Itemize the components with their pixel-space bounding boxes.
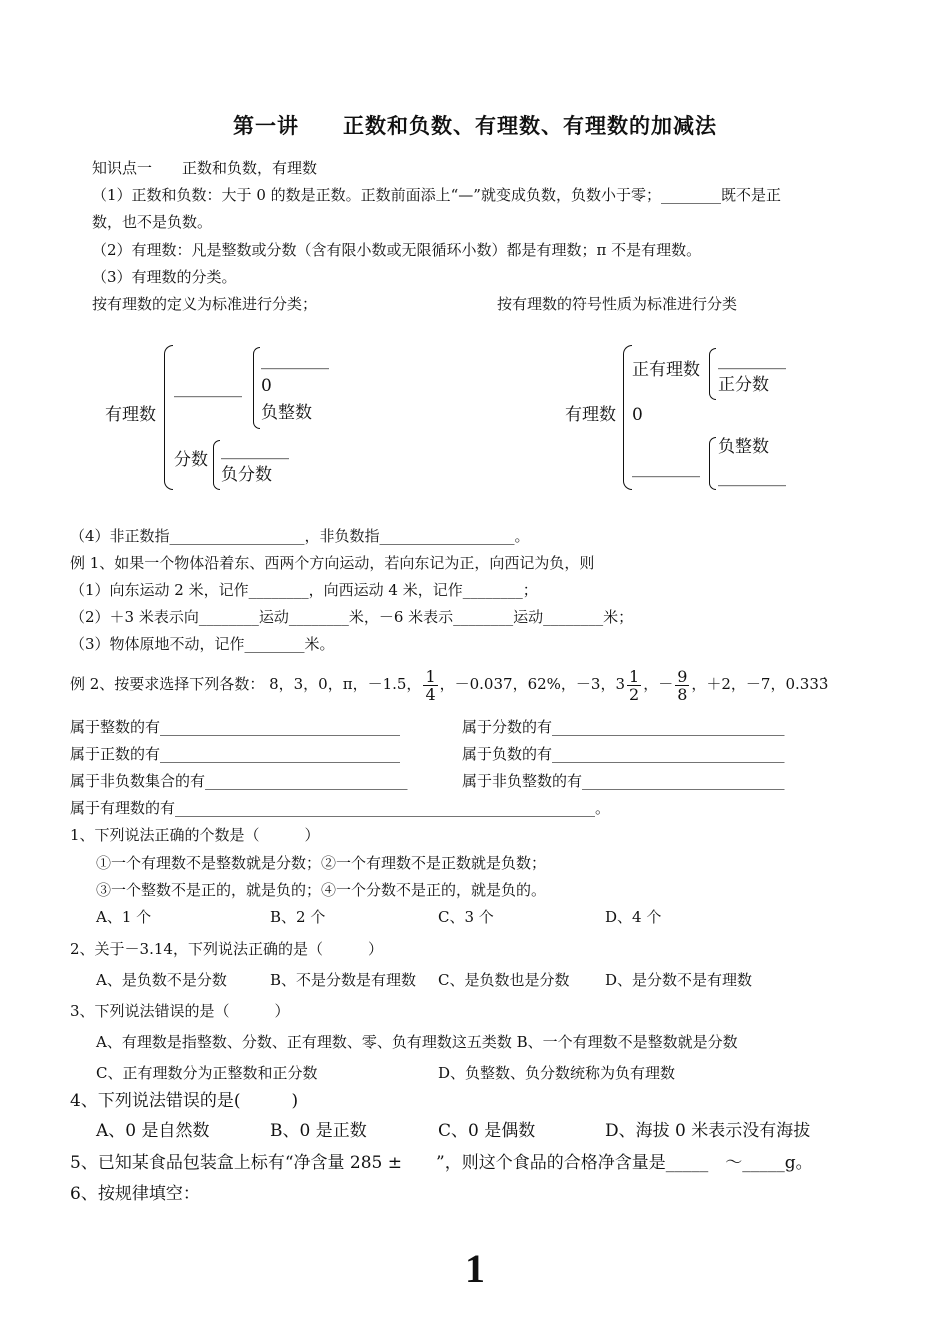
tree2-zero: 0 xyxy=(632,405,643,425)
tree1-integer-brace xyxy=(253,347,260,429)
question-4-option-b: B、0 是正数 xyxy=(270,1121,367,1141)
set-non-negative-integers: 属于非负整数的有___________________________ xyxy=(462,772,785,790)
tree2-negative-a: 负整数 xyxy=(718,437,769,457)
question-6: 6、按规律填空： xyxy=(70,1184,200,1204)
classification-right-caption: 按有理数的符号性质为标准进行分类 xyxy=(497,295,738,313)
question-2-option-c: C、是负数也是分数 xyxy=(438,971,570,989)
fraction-numerator: 1 xyxy=(425,666,436,686)
question-1-option-b: B、2 个 xyxy=(270,908,326,926)
set-non-negatives: 属于非负数集合的有___________________________ xyxy=(70,772,408,790)
fraction-nine-eighths xyxy=(675,668,689,703)
tree2-positive-root: 正有理数 xyxy=(632,360,700,380)
question-2-option-a: A、是负数不是分数 xyxy=(96,971,227,989)
set-negatives: 属于负数的有_______________________________ xyxy=(462,745,785,763)
tree2-positive-b: 正分数 xyxy=(718,375,769,395)
paragraph-4: （4）非正数指__________________，非负数指__________________。 xyxy=(70,527,530,545)
knowledge-point-heading: 知识点一 正数和负数，有理数 xyxy=(92,159,318,177)
example-2-stem xyxy=(70,664,828,704)
example-1-part-2: （2）＋3 米表示向________运动________米，－6 米表示________运动________米； xyxy=(70,608,634,626)
tree1-root: 有理数 xyxy=(105,405,156,425)
tree1-fraction-b: 负分数 xyxy=(221,465,272,485)
tree2-positive-a: ________ xyxy=(718,350,786,370)
example-1-stem: 例 1、如果一个物体沿着东、西两个方向运动，若向东记为正，向西记为负，则 xyxy=(70,554,595,572)
page-number: 1 xyxy=(465,1246,485,1291)
tree1-blank-integer: ________ xyxy=(174,378,242,398)
tree2-negative-b: ________ xyxy=(718,467,786,487)
question-1-option-c: C、3 个 xyxy=(438,908,494,926)
example-1-part-3: （3）物体原地不动，记作________米。 xyxy=(70,635,335,653)
question-4-option-c: C、0 是偶数 xyxy=(438,1121,536,1141)
fraction-denominator: 4 xyxy=(425,684,436,704)
tree1-integer-a: ________ xyxy=(261,350,329,370)
question-4: 4、下列说法错误的是( ) xyxy=(70,1091,299,1111)
set-rationals: 属于有理数的有________________________________________________________。 xyxy=(70,799,611,817)
set-fractions: 属于分数的有_______________________________ xyxy=(462,718,785,736)
question-2-option-d: D、是分数不是有理数 xyxy=(605,971,753,989)
fraction-one-quarter xyxy=(423,668,437,703)
fraction-denominator: 8 xyxy=(677,684,688,704)
paragraph-1b: 数，也不是负数。 xyxy=(92,213,213,231)
set-integers: 属于整数的有________________________________ xyxy=(70,718,401,736)
question-1-option-a: A、1 个 xyxy=(96,908,152,926)
example-2-mid-2: ，－ xyxy=(643,675,674,693)
question-3-option-d: D、负整数、负分数统称为负有理数 xyxy=(438,1064,676,1082)
classification-left-caption: 按有理数的定义为标准进行分类； xyxy=(92,295,318,313)
paragraph-3: （3）有理数的分类。 xyxy=(92,268,237,286)
tree2-outer-brace xyxy=(623,345,632,490)
question-2: 2、关于－3.14，下列说法正确的是（ ） xyxy=(70,940,383,958)
paragraph-2: （2）有理数：凡是整数或分数（含有限小数或无限循环小数）都是有理数；π 不是有理数。 xyxy=(92,241,702,259)
example-2-mid-1: ，－0.037，62%，－3，3 xyxy=(439,675,625,693)
question-1-statements-a: ①一个有理数不是整数就是分数；②一个有理数不是正数就是负数； xyxy=(96,854,547,872)
question-1: 1、下列说法正确的个数是（ ） xyxy=(70,826,320,844)
question-3-option-c: C、正有理数分为正整数和正分数 xyxy=(96,1064,318,1082)
question-1-statements-b: ③一个整数不是正的，就是负的；④一个分数不是正的，就是负的。 xyxy=(96,881,547,899)
example-2-tail: ，＋2，－7，0.333̇ xyxy=(691,675,829,693)
question-2-option-b: B、不是分数是有理数 xyxy=(270,971,417,989)
tree1-fraction-root: 分数 xyxy=(174,450,208,470)
tree2-blank-negative: ________ xyxy=(632,458,700,478)
tree1-fraction-brace xyxy=(213,440,220,490)
tree2-root: 有理数 xyxy=(565,405,616,425)
tree2-negative-brace xyxy=(709,437,716,490)
fraction-one-half xyxy=(627,668,641,703)
question-5: 5、已知某食品包装盒上标有“净含量 285 ± ”，则这个食品的合格净含量是_____ ～_____g。 xyxy=(70,1153,813,1173)
example-1-part-1: （1）向东运动 2 米，记作________，向西运动 4 米，记作________； xyxy=(70,581,538,599)
question-4-option-a: A、0 是自然数 xyxy=(96,1121,210,1141)
tree1-outer-brace xyxy=(164,345,173,490)
paragraph-1a: （1）正数和负数：大于 0 的数是正数。正数前面添上“—”就变成负数，负数小于零；________既不是正 xyxy=(92,186,781,204)
set-positives: 属于正数的有________________________________ xyxy=(70,745,401,763)
tree2-positive-brace xyxy=(709,348,716,400)
question-1-option-d: D、4 个 xyxy=(605,908,662,926)
fraction-numerator: 1 xyxy=(629,666,640,686)
page-title: 第一讲 正数和负数、有理数、有理数的加减法 xyxy=(233,114,717,138)
example-2-lead: 例 2、按要求选择下列各数： 8，3，0，π，－1.5， xyxy=(70,675,422,693)
tree1-integer-c: 负整数 xyxy=(261,403,312,423)
tree1-integer-b: 0 xyxy=(261,376,272,396)
question-4-option-d: D、海拔 0 米表示没有海拔 xyxy=(605,1121,811,1141)
tree1-fraction-a: ________ xyxy=(221,440,289,460)
fraction-denominator: 2 xyxy=(629,684,640,704)
question-3: 3、下列说法错误的是（ ） xyxy=(70,1002,290,1020)
question-3-options-ab: A、有理数是指整数、分数、正有理数、零、负有理数这五类数 B、一个有理数不是整数就是分数 xyxy=(96,1033,738,1051)
fraction-numerator: 9 xyxy=(677,666,688,686)
